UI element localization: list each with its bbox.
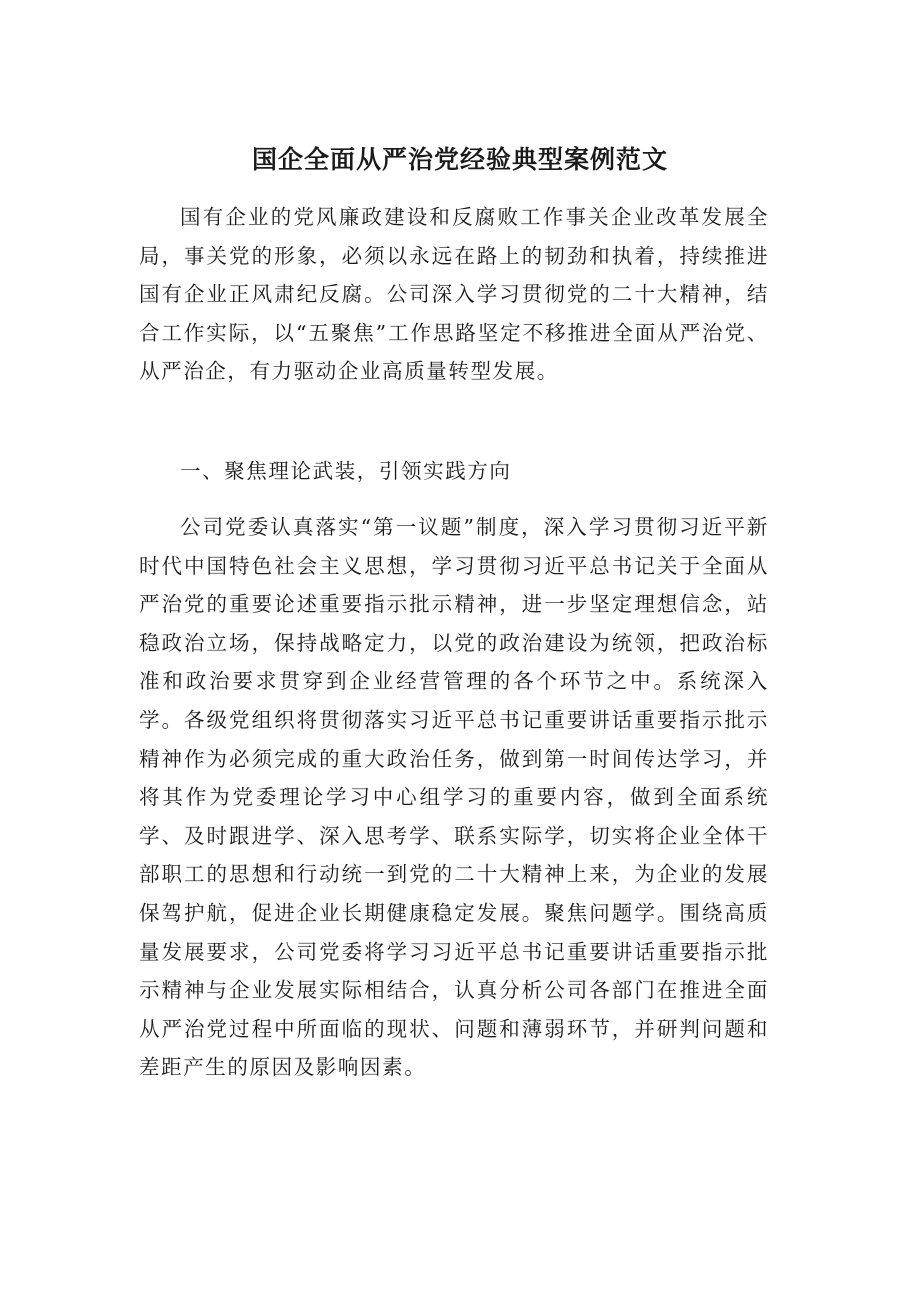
intro-paragraph: 国有企业的党风廉政建设和反腐败工作事关企业改革发展全局，事关党的形象，必须以永远在路上的韧劲和执着，持续推进国有企业正风肃纪反腐。公司深入学习贯彻党的二十大精神，结合工作实际，以“五聚焦”工作思路坚定不移推进全面从严治党、从严治企，有力驱动企业高质量转型发展。 xyxy=(139,205,769,384)
section-heading: 一、聚焦理论武装，引领实践方向 xyxy=(180,459,512,483)
section-paragraph: 公司党委认真落实“第一议题”制度，深入学习贯彻习近平新时代中国特色社会主义思想，学习贯彻习近平总书记关于全面从严治党的重要论述重要指示批示精神，进一步坚定理想信念，站稳政治立场，保持战略定力，以党的政治建设为统领，把政治标准和政治要求贯穿到企业经营管理的各个环节之中。系统深入学。各级党组织将贯彻落实习近平总书记重要讲话重要指示批示精神作为必须完成的重大政治任务，做到第一时间传达学习，并将其作为党委理论学习中心组学习的重要内容，做到全面系统学、及时跟进学、深入思考学、联系实际学，切实将企业全体干部职工的思想和行动统一到党的二十大精神上来，为企业的发展保驾护航，促进企业长期健康稳定发展。聚焦问题学。围绕高质量发展要求，公司党委将学习习近平总书记重要讲话重要指示批示精神与企业发展实际相结合，认真分析公司各部门在推进全面从严治党过程中所面临的现状、问题和薄弱环节，并研判问题和差距产生的原因及影响因素。 xyxy=(139,515,769,1080)
document-title: 国企全面从严治党经验典型案例范文 xyxy=(251,145,668,174)
